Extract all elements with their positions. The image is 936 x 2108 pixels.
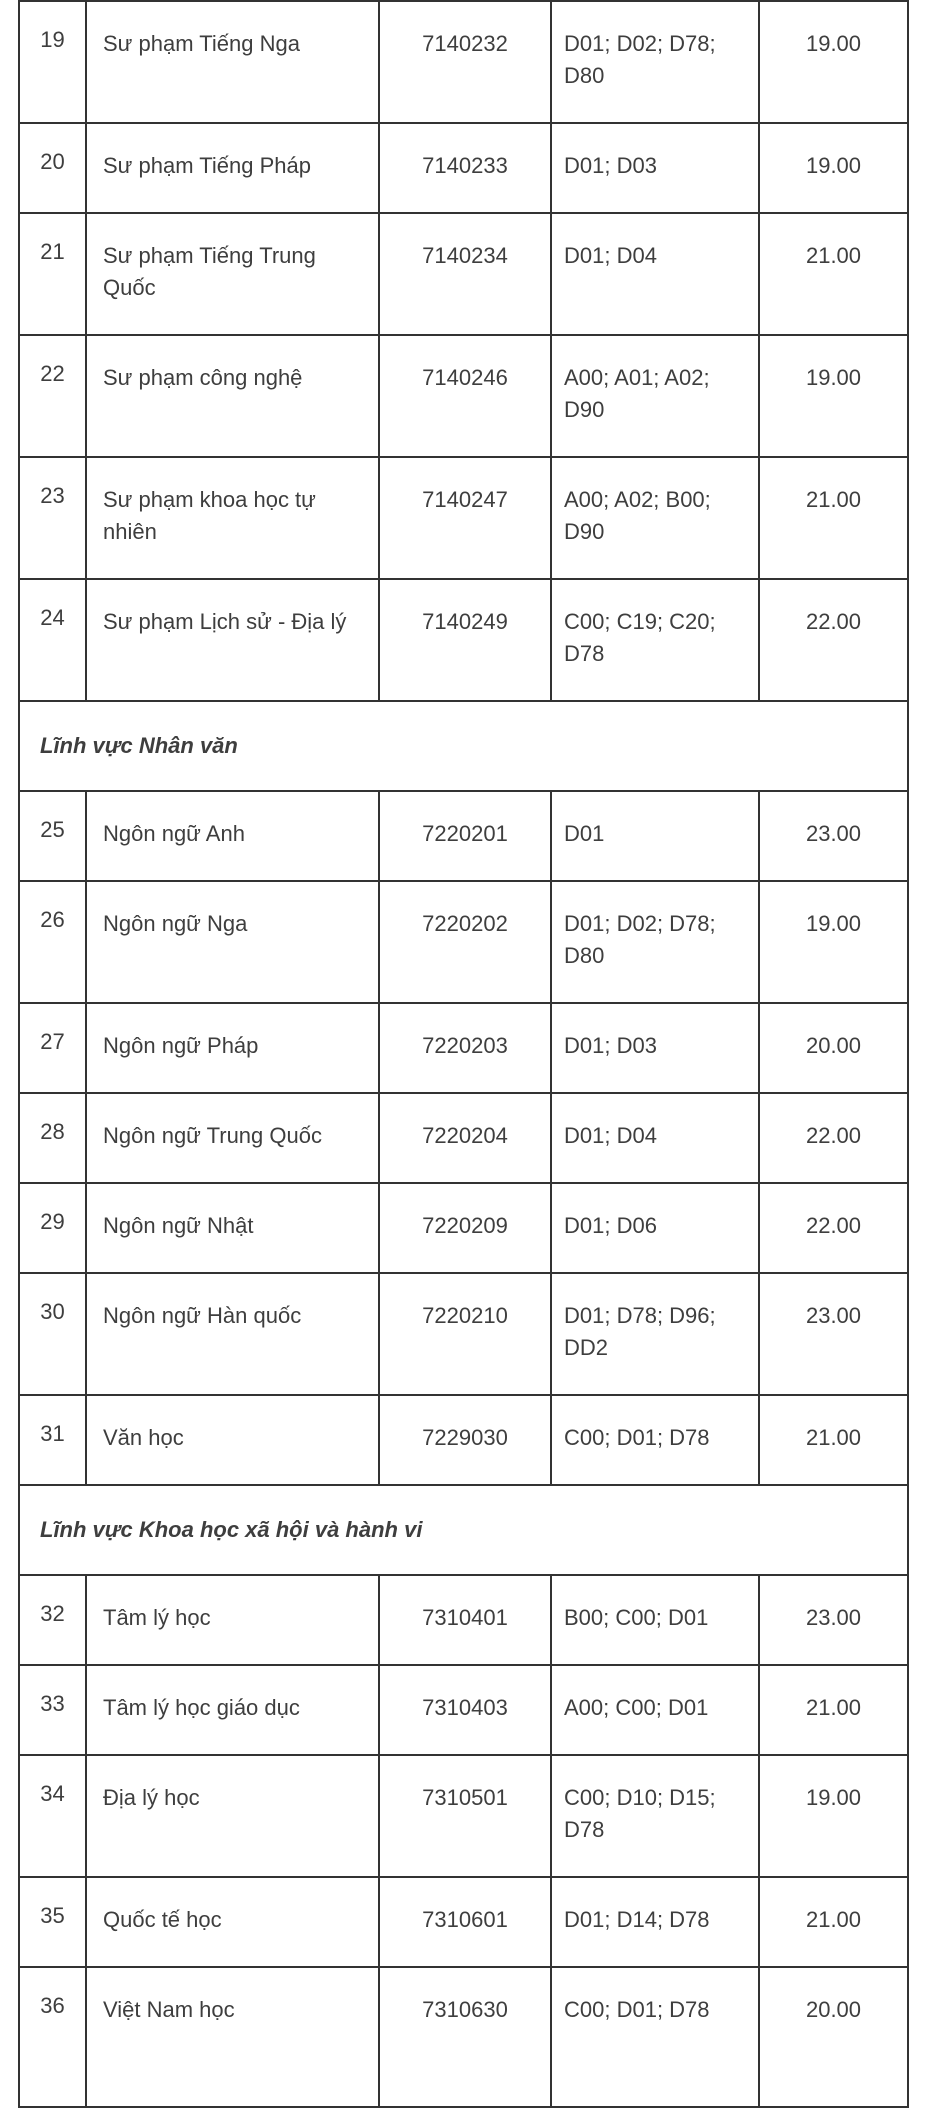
subject-combinations: A00; A02; B00; D90 [551,457,759,579]
major-code: 7220201 [379,791,551,881]
row-number: 31 [19,1395,86,1485]
table-row [19,1003,908,1093]
subject-combinations: D01; D14; D78 [551,1877,759,1967]
subject-combinations: D01 [551,791,759,881]
subject-combinations: D01; D04 [551,1093,759,1183]
benchmark-score: 19.00 [759,881,908,1003]
row-number: 21 [19,213,86,335]
table-row [19,791,908,881]
section-title: Lĩnh vực Nhân văn [19,701,908,791]
row-number: 26 [19,881,86,1003]
table-row [19,1755,908,1877]
major-name: Việt Nam học [86,1967,379,2107]
subject-combinations: D01; D03 [551,1003,759,1093]
benchmark-score: 21.00 [759,213,908,335]
subject-combinations: D01; D03 [551,123,759,213]
subject-combinations: A00; A01; A02; D90 [551,335,759,457]
table-row [19,213,908,335]
benchmark-score: 22.00 [759,1093,908,1183]
major-name: Sư phạm khoa học tự nhiên [86,457,379,579]
table-row [19,579,908,701]
benchmark-score: 19.00 [759,1755,908,1877]
admission-table-body [19,1,908,2107]
major-code: 7310601 [379,1877,551,1967]
benchmark-score: 21.00 [759,1877,908,1967]
major-code: 7310630 [379,1967,551,2107]
major-name: Ngôn ngữ Nhật [86,1183,379,1273]
section-row [19,1485,908,1575]
row-number: 30 [19,1273,86,1395]
section-row [19,701,908,791]
benchmark-score: 19.00 [759,335,908,457]
major-name: Văn học [86,1395,379,1485]
subject-combinations: C00; D10; D15; D78 [551,1755,759,1877]
table-row [19,1967,908,2107]
benchmark-score: 19.00 [759,123,908,213]
benchmark-score: 20.00 [759,1967,908,2107]
subject-combinations: D01; D78; D96; DD2 [551,1273,759,1395]
benchmark-score: 21.00 [759,1665,908,1755]
major-code: 7140233 [379,123,551,213]
subject-combinations: D01; D06 [551,1183,759,1273]
major-name: Ngôn ngữ Anh [86,791,379,881]
benchmark-score: 21.00 [759,1395,908,1485]
table-row [19,1273,908,1395]
major-code: 7140249 [379,579,551,701]
row-number: 33 [19,1665,86,1755]
benchmark-score: 22.00 [759,1183,908,1273]
table-row [19,335,908,457]
benchmark-score: 22.00 [759,579,908,701]
major-name: Sư phạm Tiếng Pháp [86,123,379,213]
table-row [19,1575,908,1665]
subject-combinations: D01; D04 [551,213,759,335]
major-name: Sư phạm Lịch sử - Địa lý [86,579,379,701]
major-code: 7310403 [379,1665,551,1755]
major-code: 7140234 [379,213,551,335]
major-code: 7220209 [379,1183,551,1273]
row-number: 28 [19,1093,86,1183]
table-row [19,123,908,213]
subject-combinations: D01; D02; D78; D80 [551,1,759,123]
benchmark-score: 23.00 [759,1575,908,1665]
major-code: 7310401 [379,1575,551,1665]
major-name: Ngôn ngữ Trung Quốc [86,1093,379,1183]
benchmark-score: 23.00 [759,1273,908,1395]
major-code: 7220202 [379,881,551,1003]
major-name: Sư phạm Tiếng Trung Quốc [86,213,379,335]
table-row [19,1877,908,1967]
subject-combinations: D01; D02; D78; D80 [551,881,759,1003]
table-row [19,881,908,1003]
table-row [19,1183,908,1273]
subject-combinations: C00; D01; D78 [551,1395,759,1485]
major-code: 7220210 [379,1273,551,1395]
subject-combinations: C00; D01; D78 [551,1967,759,2107]
subject-combinations: C00; C19; C20; D78 [551,579,759,701]
row-number: 27 [19,1003,86,1093]
table-row [19,1395,908,1485]
major-code: 7140232 [379,1,551,123]
major-name: Ngôn ngữ Hàn quốc [86,1273,379,1395]
row-number: 32 [19,1575,86,1665]
row-number: 25 [19,791,86,881]
major-code: 7310501 [379,1755,551,1877]
table-row [19,1,908,123]
major-code: 7140247 [379,457,551,579]
row-number: 35 [19,1877,86,1967]
major-name: Địa lý học [86,1755,379,1877]
benchmark-score: 23.00 [759,791,908,881]
admission-table [18,0,909,2108]
row-number: 34 [19,1755,86,1877]
benchmark-score: 19.00 [759,1,908,123]
row-number: 36 [19,1967,86,2107]
benchmark-score: 21.00 [759,457,908,579]
subject-combinations: B00; C00; D01 [551,1575,759,1665]
row-number: 29 [19,1183,86,1273]
major-name: Sư phạm công nghệ [86,335,379,457]
subject-combinations: A00; C00; D01 [551,1665,759,1755]
table-row [19,1665,908,1755]
table-row [19,457,908,579]
row-number: 19 [19,1,86,123]
benchmark-score: 20.00 [759,1003,908,1093]
major-name: Sư phạm Tiếng Nga [86,1,379,123]
major-code: 7220203 [379,1003,551,1093]
major-code: 7140246 [379,335,551,457]
major-code: 7229030 [379,1395,551,1485]
row-number: 20 [19,123,86,213]
row-number: 24 [19,579,86,701]
table-row [19,1093,908,1183]
major-name: Tâm lý học giáo dục [86,1665,379,1755]
major-name: Ngôn ngữ Nga [86,881,379,1003]
major-name: Quốc tế học [86,1877,379,1967]
major-name: Ngôn ngữ Pháp [86,1003,379,1093]
row-number: 22 [19,335,86,457]
section-title: Lĩnh vực Khoa học xã hội và hành vi [19,1485,908,1575]
row-number: 23 [19,457,86,579]
major-name: Tâm lý học [86,1575,379,1665]
major-code: 7220204 [379,1093,551,1183]
